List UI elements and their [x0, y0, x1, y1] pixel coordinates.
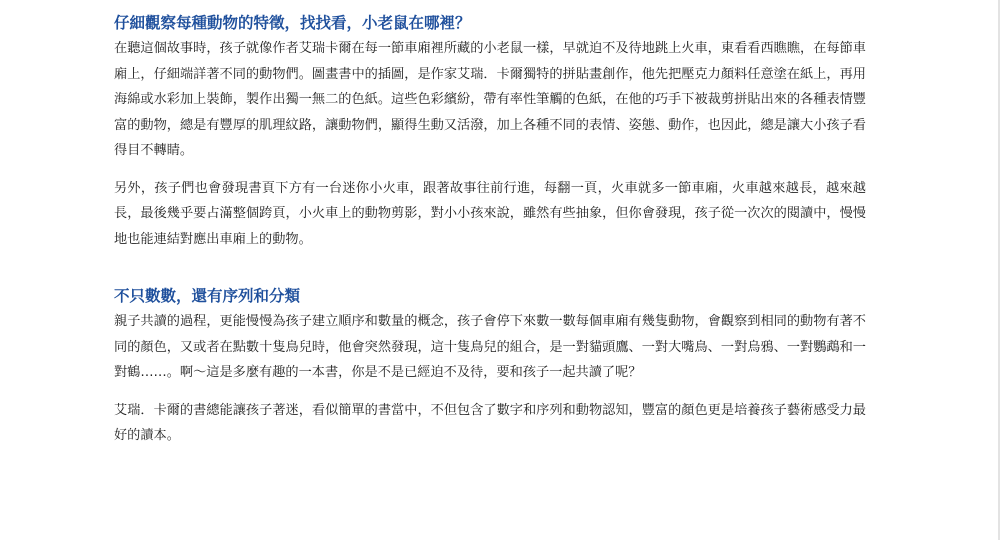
- section-title-counting-sorting: 不只數數，還有序列和分類: [114, 286, 301, 305]
- paragraph-collage-illustration: 在聽這個故事時，孩子就像作者艾瑞卡爾在每一節車廂裡所藏的小老鼠一樣，早就迫不及待地跳上火車，東看看西瞧瞧，在每節車廂上，仔細端詳著不同的動物們。圖畫書中的插圖，是作家艾瑞．卡爾獨特的拼貼畫創作，他先把壓克力顏料任意塗在紙上，再用海綿或水彩加上裝飾，製作出獨一無二的色紙。這些色彩繽紛，帶有率性筆觸的色紙，在他的巧手下被裁剪拼貼出來的各種表情豐富的動物，總是有豐厚的肌理紋路，讓動物們，顯得生動又活潑，加上各種不同的表情、姿態、動作，也因此，總是讓大小孩子看得目不轉睛。: [114, 41, 866, 158]
- section-spacer: [114, 252, 866, 283]
- paragraph-spacer: [114, 164, 866, 176]
- paragraph-mini-train: 另外，孩子們也會發現書頁下方有一台迷你小火車，跟著故事往前行進，每翻一頁，火車就多一節車廂，火車越來越長，越來越長，最後幾乎要占滿整個跨頁，小火車上的動物剪影，對小小孩來說，雖然有些抽象，但你會發現，孩子從一次次的閱讀中，慢慢地也能連結對應出車廂上的動物。: [114, 180, 866, 247]
- paragraph-order-quantity: 親子共讀的過程，更能慢慢為孩子建立順序和數量的概念，孩子會停下來數一數每個車廂有幾隻動物，會觀察到相同的動物有著不同的顏色，又或者在點數十隻鳥兒時，他會突然發現，這十隻鳥兒的組合，是一對貓頭鷹、一對大嘴鳥、一對烏鴉、一對鸚鵡和一對鶴……。啊～這是多麼有趣的一本書，你是不是已經迫不及待，要和孩子一起共讀了呢？: [114, 314, 866, 380]
- section-title-find-mouse: 仔細觀察每種動物的特徵，找找看，小老鼠在哪裡？: [114, 13, 471, 32]
- paragraph-eric-carle-books: 艾瑞．卡爾的書總能讓孩子著迷，看似簡單的書當中，不但包含了數字和序列和動物認知，豐富的顏色更是培養孩子藝術感受力最好的讀本。: [114, 402, 866, 443]
- article-body: [114, 10, 866, 449]
- paragraph-spacer: [114, 386, 866, 398]
